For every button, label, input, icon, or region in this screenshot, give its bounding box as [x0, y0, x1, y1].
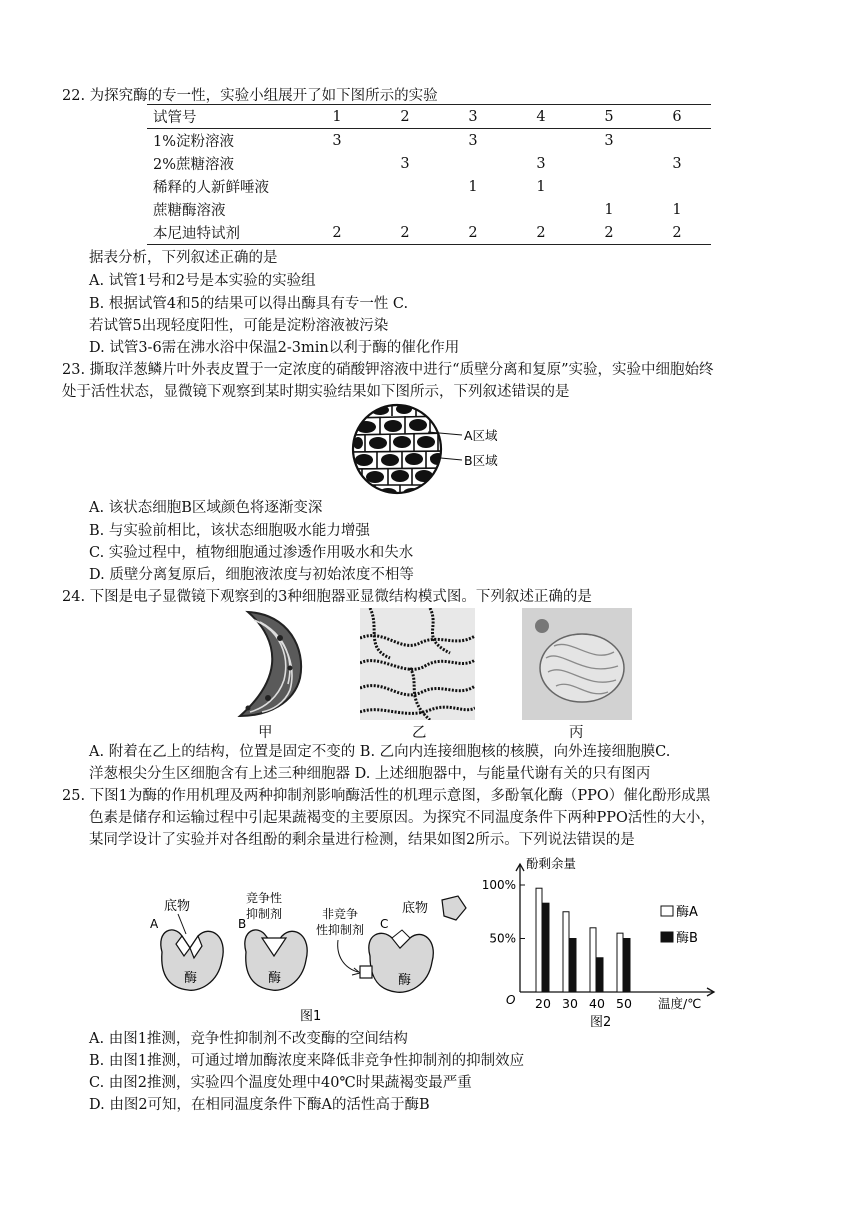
- bar-enzyme-a: [536, 888, 542, 992]
- y-axis-label: 酚剩余量: [526, 856, 577, 871]
- q24-stem: 24. 下图是电子显微镜下观察到的3种细胞器亚显微结构模式图。下列叙述正确的是: [62, 589, 592, 605]
- bar-enzyme-a: [563, 912, 569, 992]
- fig1-substrate-label-c: 底物: [402, 901, 429, 916]
- table-cell: 2: [643, 221, 711, 245]
- q22-option-c: 若试管5出现轻度阳性，可能是淀粉溶液被污染: [89, 318, 389, 334]
- figure-1-enzyme-inhibitors: [140, 880, 480, 1025]
- fig1-letter-a: A: [150, 917, 159, 931]
- y-tick-label: 50%: [489, 931, 516, 946]
- table-cell: 3: [439, 105, 507, 129]
- fig1-noncompetitive-label-2: 性抑制剂: [316, 923, 365, 937]
- x-tick-label: 20: [535, 996, 551, 1011]
- table-row: [147, 129, 711, 153]
- table-row: [147, 198, 711, 221]
- table-cell: 1: [468, 178, 478, 195]
- table-cell: [371, 175, 439, 198]
- table-cell: [439, 198, 507, 221]
- table-cell: [507, 198, 575, 221]
- table-cell: 2: [439, 221, 507, 245]
- table-cell: 1: [672, 201, 682, 218]
- q25-stem-2: 色素是储存和运输过程中引起果蔬褐变的主要原因。为探究不同温度条件下两种PPO活性的大小，: [89, 810, 715, 826]
- table-cell: [643, 129, 711, 153]
- table-cell: 稀释的人新鲜唾液: [153, 180, 269, 196]
- label-a-region: A区域: [464, 428, 498, 443]
- fig1-noncompetitive-label-1: 非竞争: [322, 907, 359, 921]
- table-cell: 2: [303, 221, 371, 245]
- table-cell: 3: [468, 132, 478, 149]
- table-cell: 蔗糖酶溶液: [153, 203, 226, 219]
- table-cell: 3: [332, 132, 342, 149]
- table-row: [147, 221, 711, 245]
- table-cell: [507, 129, 575, 153]
- table-cell: 试管号: [147, 105, 303, 129]
- caption-jia: 甲: [258, 725, 273, 741]
- golgi-image: [228, 608, 308, 720]
- table-cell: [371, 129, 439, 153]
- label-b-region: B区域: [464, 453, 498, 468]
- q23-option-b: B. 与实验前相比，该状态细胞吸水能力增强: [89, 523, 370, 539]
- x-axis-label: 温度/℃: [658, 996, 702, 1011]
- caption-yi: 乙: [412, 725, 427, 741]
- table-cell: [371, 198, 439, 221]
- x-tick-label: 50: [616, 996, 632, 1011]
- table-cell: [575, 152, 643, 175]
- table-cell: 1%淀粉溶液: [153, 134, 235, 150]
- fig1-substrate-label: 底物: [164, 899, 191, 914]
- q25-option-d: D. 由图2可知，在相同温度条件下酶A的活性高于酶B: [89, 1097, 430, 1113]
- table-cell: 6: [643, 105, 711, 129]
- table-cell: 1: [536, 178, 546, 195]
- table-cell: 1: [604, 201, 614, 218]
- bar-enzyme-b: [597, 958, 603, 992]
- table-cell: 2: [371, 221, 439, 245]
- fig2-caption: 图2: [590, 1015, 612, 1027]
- table-row: [147, 152, 711, 175]
- table-cell: 2%蔗糖溶液: [153, 157, 235, 173]
- experiment-table: [147, 104, 711, 245]
- table-cell: [303, 198, 371, 221]
- table-cell: [303, 175, 371, 198]
- table-cell: 2: [507, 221, 575, 245]
- q23-option-c: C. 实验过程中，植物细胞通过渗透作用吸水和失水: [89, 545, 414, 561]
- q22-option-b: B. 根据试管4和5的结果可以得出酶具有专一性 C.: [89, 296, 409, 312]
- fig1-caption: 图1: [300, 1009, 322, 1024]
- q25-option-c: C. 由图2推测，实验四个温度处理中40℃时果蔬褐变最严重: [89, 1075, 472, 1091]
- plasmolysis-cell-figure: [350, 402, 510, 497]
- q23-stem-2: 处于活性状态，显微镜下观察到某时期实验结果如下图所示，下列叙述错误的是: [62, 384, 570, 400]
- legend-swatch: [661, 906, 673, 916]
- table-header-row: [147, 105, 711, 129]
- table-cell: 2: [371, 105, 439, 129]
- q22-stem: 22. 为探究酶的专一性，实验小组展开了如下图所示的实验: [62, 88, 438, 104]
- bar-enzyme-b: [624, 939, 630, 993]
- q23-option-d: D. 质壁分离复原后，细胞液浓度与初始浓度不相等: [89, 567, 414, 583]
- table-cell: 3: [672, 155, 682, 172]
- fig1-letter-b: B: [238, 917, 247, 931]
- endoplasmic-reticulum-image: [360, 608, 475, 720]
- mitochondrion-image: [522, 608, 632, 720]
- bar-enzyme-a: [617, 933, 623, 992]
- fig1-enzyme-label-a: 酶: [184, 971, 198, 986]
- table-cell: 3: [604, 132, 614, 149]
- x-tick-label: 30: [562, 996, 578, 1011]
- bar-enzyme-b: [543, 903, 549, 992]
- q23-option-a: A. 该状态细胞B区域颜色将逐渐变深: [89, 500, 323, 516]
- y-tick-label: 100%: [481, 878, 516, 892]
- table-cell: 4: [507, 105, 575, 129]
- fig1-competitive-label-1: 竞争性: [246, 891, 283, 905]
- table-cell: 2: [575, 221, 643, 245]
- table-cell: [303, 152, 371, 175]
- legend-swatch: [661, 932, 673, 942]
- caption-bing: 丙: [569, 725, 584, 741]
- table-cell: 5: [575, 105, 643, 129]
- q25-option-b: B. 由图1推测，可通过增加酶浓度来降低非竞争性抑制剂的抑制效应: [89, 1053, 525, 1069]
- table-cell: 3: [400, 155, 410, 172]
- q24-options-line-1: A. 附着在乙上的结构，位置是固定不变的 B. 乙向内连接细胞核的核膜，向外连接细胞膜C.: [89, 744, 671, 760]
- legend-label: 酶A: [676, 905, 698, 920]
- q25-stem-1: 25. 下图1为酶的作用机理及两种抑制剂影响酶活性的机理示意图，多酚氧化酶（PPO）催化酚形成黑: [62, 788, 711, 804]
- q24-options-line-2: 洋葱根尖分生区细胞含有上述三种细胞器 D. 上述细胞器中，与能量代谢有关的只有图丙: [89, 766, 651, 782]
- q22-prompt: 据表分析，下列叙述正确的是: [89, 250, 278, 266]
- q25-stem-3: 某同学设计了实验并对各组酚的剩余量进行检测，结果如图2所示。下列说法错误的是: [89, 832, 635, 848]
- q22-option-a: A. 试管1号和2号是本实验的实验组: [89, 273, 316, 289]
- table-cell: 本尼迪特试剂: [147, 221, 303, 245]
- table-cell: 3: [536, 155, 546, 172]
- table-cell: [575, 175, 643, 198]
- fig1-letter-c: C: [380, 917, 389, 931]
- legend-label: 酶B: [676, 931, 698, 946]
- table-cell: [643, 175, 711, 198]
- q22-option-d: D. 试管3-6需在沸水浴中保温2-3min以利于酶的催化作用: [89, 340, 460, 356]
- q25-option-a: A. 由图1推测，竞争性抑制剂不改变酶的空间结构: [89, 1031, 408, 1047]
- bar-enzyme-b: [570, 939, 576, 993]
- x-tick-label: 40: [589, 996, 605, 1011]
- q23-stem-1: 23. 撕取洋葱鳞片叶外表皮置于一定浓度的硝酸钾溶液中进行“质壁分离和复原”实验，实验中细胞始终: [62, 362, 714, 378]
- fig1-enzyme-label-b: 酶: [268, 971, 282, 986]
- table-cell: [439, 152, 507, 175]
- bar-enzyme-a: [590, 928, 596, 992]
- fig1-competitive-label-2: 抑制剂: [246, 907, 283, 921]
- table-row: [147, 175, 711, 198]
- origin-label: O: [506, 993, 516, 1007]
- table-cell: 1: [303, 105, 371, 129]
- figure-2-chart: [478, 852, 718, 1027]
- fig1-enzyme-label-c: 酶: [398, 973, 412, 988]
